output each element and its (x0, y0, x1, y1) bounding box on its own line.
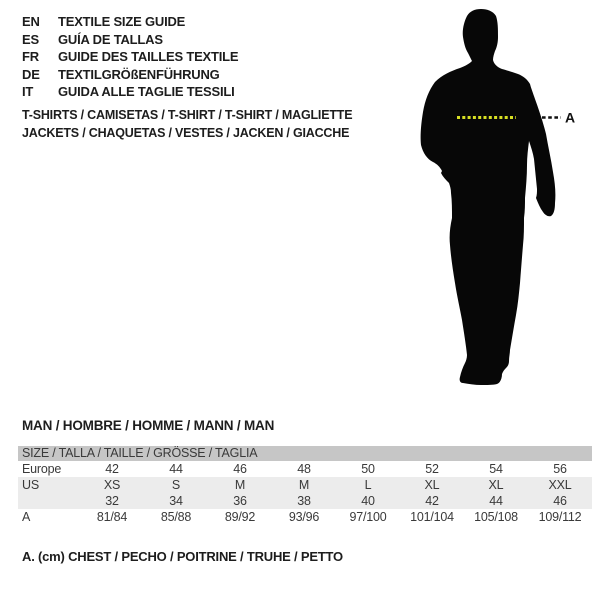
table-row-intl (18, 493, 592, 509)
man-figure (405, 0, 585, 390)
row-label (18, 493, 80, 509)
language-code: EN (22, 14, 40, 30)
size-cell: 44 (169, 462, 183, 476)
size-table (18, 446, 592, 525)
list-item (22, 13, 238, 31)
size-cell: M (298, 478, 310, 492)
section-title-man: MAN / HOMBRE / HOMME / MANN / MAN (22, 418, 275, 433)
language-code: DE (22, 66, 40, 82)
size-cell: 50 (361, 462, 375, 476)
size-cell: 44 (489, 494, 503, 508)
guide-title: GUÍA DE TALLAS (58, 31, 163, 47)
row-label: US (22, 478, 39, 492)
size-cell: 89/92 (224, 510, 256, 524)
size-cell: 52 (425, 462, 439, 476)
size-cell: 42 (105, 462, 119, 476)
list-item (22, 83, 238, 101)
table-row-europe (18, 461, 592, 477)
size-cell: 101/104 (410, 510, 454, 524)
list-item (22, 48, 238, 66)
row-label: A (22, 510, 31, 524)
guide-title: GUIDA ALLE TAGLIE TESSILI (58, 84, 235, 100)
man-figure-svg (405, 0, 585, 390)
size-cell: XS (103, 478, 121, 492)
size-cell: 46 (233, 462, 247, 476)
guide-title: TEXTILE SIZE GUIDE (58, 14, 186, 30)
guide-title: GUIDE DES TAILLES TEXTILE (58, 49, 239, 65)
size-cell: 36 (233, 494, 247, 508)
size-cell: 40 (361, 494, 375, 508)
language-code: FR (22, 49, 39, 65)
size-cell: 54 (489, 462, 503, 476)
size-cell: 105/108 (474, 510, 518, 524)
language-title-list (22, 13, 238, 101)
size-cell: M (234, 478, 246, 492)
size-cell: 46 (553, 494, 567, 508)
size-cell: 34 (169, 494, 183, 508)
size-cell: 38 (297, 494, 311, 508)
size-cell: 81/84 (96, 510, 128, 524)
measure-label-a: A (565, 109, 576, 126)
list-item (22, 66, 238, 84)
size-cell: 97/100 (349, 510, 387, 524)
table-row-chest-a (18, 509, 592, 525)
size-cell: S (171, 478, 181, 492)
size-cell: 56 (553, 462, 567, 476)
language-code: IT (22, 84, 34, 100)
man-silhouette (421, 9, 556, 385)
row-label: Europe (22, 462, 62, 476)
category-tshirts: T-SHIRTS / CAMISETAS / T-SHIRT / T-SHIRT / MAGLIETTE (22, 108, 353, 122)
size-cell: 109/112 (538, 510, 582, 524)
size-cell: XXL (548, 478, 572, 492)
size-cell: 85/88 (160, 510, 192, 524)
size-cell: 32 (105, 494, 119, 508)
category-jackets: JACKETS / CHAQUETAS / VESTES / JACKEN / GIACCHE (22, 126, 350, 140)
guide-title: TEXTILGRÖßENFÜHRUNG (58, 66, 220, 82)
size-cell: 93/96 (288, 510, 320, 524)
size-cell: XL (424, 478, 440, 492)
table-row-us (18, 477, 592, 493)
garment-categories (22, 106, 352, 142)
size-cell: L (364, 478, 372, 492)
size-cell: XL (488, 478, 504, 492)
measurement-footnote: A. (cm) CHEST / PECHO / POITRINE / TRUHE / PETTO (22, 549, 343, 564)
list-item (22, 31, 238, 49)
size-table-header: SIZE / TALLA / TAILLE / GRÖSSE / TAGLIA (18, 446, 592, 461)
size-cell: 42 (425, 494, 439, 508)
language-code: ES (22, 31, 39, 47)
size-cell: 48 (297, 462, 311, 476)
